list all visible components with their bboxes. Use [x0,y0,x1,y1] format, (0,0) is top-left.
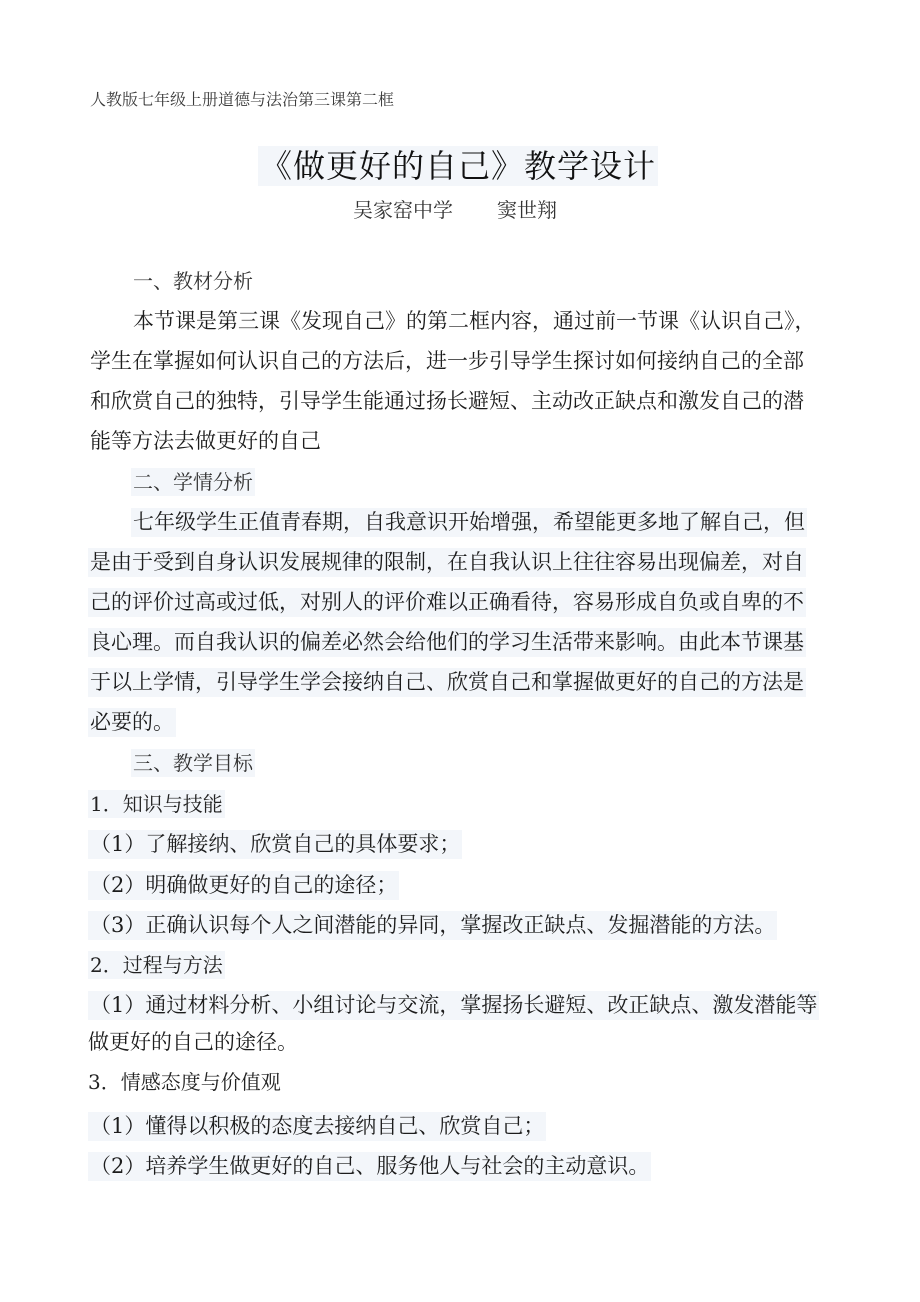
goal-item: （1）通过材料分析、小组讨论与交流，掌握扬长避短、改正缺点、激发潜能等 [88,991,819,1020]
section-heading-teaching-goals: 三、教学目标 [133,751,253,775]
goal-item: （3）正确认识每个人之间潜能的异同，掌握改正缺点、发掘潜能的方法。 [88,911,777,940]
paragraph-line: 己的评价过高或过低，对别人的评价难以正确看待，容易形成自负或自卑的不 [88,588,806,617]
goal-item: （2）明确做更好的自己的途径； [88,871,399,900]
paragraph-line: 和欣赏自己的独特，引导学生能通过扬长避短、主动改正缺点和激发自己的潜 [90,389,804,413]
paragraph-line: 必要的。 [88,708,176,737]
goal-item: （2）培养学生做更好的自己、服务他人与社会的主动意识。 [88,1152,651,1181]
paragraph-line: 良心理。而自我认识的偏差必然会给他们的学习生活带来影响。由此本节课基 [88,628,806,657]
author-line [353,200,557,220]
goal-title-knowledge-skills: 1．知识与技能 [90,792,223,816]
goal-item: 做更好的自己的途径。 [88,1030,298,1054]
paragraph-line: 七年级学生正值青春期，自我意识开始增强，希望能更多地了解自己，但 [131,508,807,537]
goal-item: （1）了解接纳、欣赏自己的具体要求； [88,830,462,859]
goal-title-emotion-values: 3．情感态度与价值观 [88,1070,281,1094]
author-name: 窦世翔 [497,198,557,222]
paragraph-line: 是由于受到自身认识发展规律的限制，在自我认识上往往容易出现偏差，对自 [88,548,806,577]
goal-item: （1）懂得以积极的态度去接纳自己、欣赏自己； [88,1112,546,1141]
paragraph-line: 于以上学情，引导学生学会接纳自己、欣赏自己和掌握做更好的自己的方法是 [88,668,806,697]
paragraph-line: 能等方法去做更好的自己 [90,429,321,453]
document-title: 《做更好的自己》教学设计 [260,147,657,185]
paragraph-line: 本节课是第三课《发现自己》的第二框内容，通过前一节课《认识自己》， [133,309,816,333]
section-heading-student-analysis: 二、学情分析 [133,470,253,494]
paragraph-line: 学生在掌握如何认识自己的方法后，进一步引导学生探讨如何接纳自己的全部 [90,349,804,373]
goal-title-process-method: 2．过程与方法 [90,953,223,977]
section-heading-material-analysis: 一、教材分析 [133,269,253,293]
header-note: 人教版七年级上册道德与法治第三课第二框 [90,90,395,109]
author-school: 吴家窑中学 [353,198,453,222]
